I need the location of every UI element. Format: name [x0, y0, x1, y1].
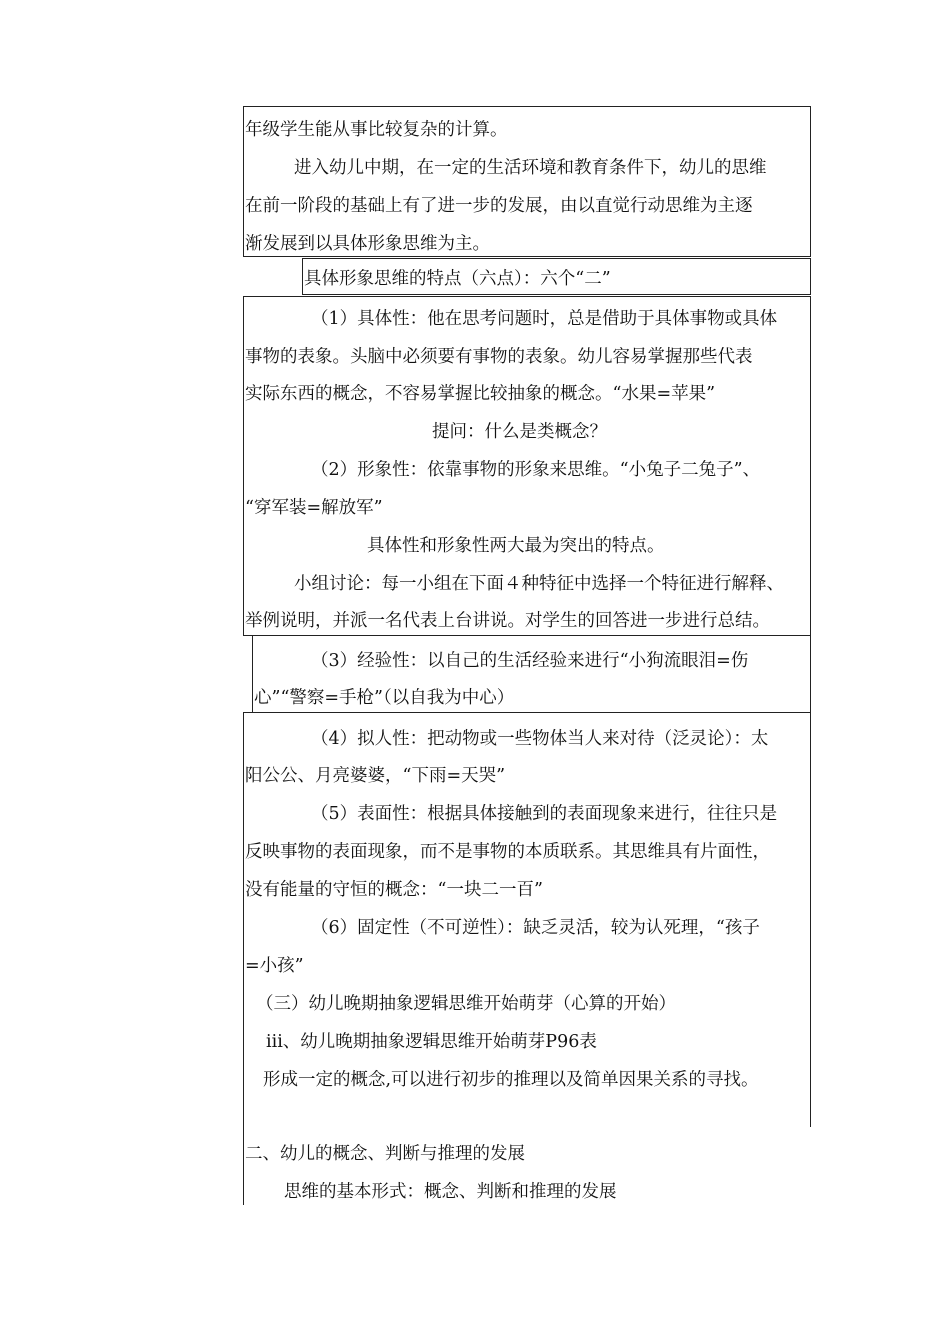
question-line: 提问：什么是类概念？ [432, 422, 607, 442]
text-line: 思维的基本形式：概念、判断和推理的发展 [284, 1182, 617, 1202]
text-line: iii、幼儿晚期抽象逻辑思维开始萌芽P96表 [266, 1032, 597, 1052]
text-line: （1）具体性：他在思考问题时，总是借助于具体事物或具体 [311, 309, 778, 329]
block-rest-left-border [243, 712, 244, 1205]
text-line: 举例说明，并派一名代表上台讲说。对学生的回答进一步进行总结。 [245, 611, 770, 631]
block-experience-left-border [252, 636, 253, 712]
text-line: （6）固定性（不可逆性）：缺乏灵活，较为认死理，“孩子 [311, 918, 760, 938]
text-line: 年级学生能从事比较复杂的计算。 [245, 120, 508, 140]
text-line: 没有能量的守恒的概念：“一块二一百” [245, 880, 543, 900]
section-title: 二、幼儿的概念、判断与推理的发展 [245, 1144, 525, 1164]
section-heading: 具体形象思维的特点（六点）：六个“二” [304, 269, 611, 289]
text-line: “穿军装=解放军” [245, 498, 383, 518]
subsection-heading: （三）幼儿晚期抽象逻辑思维开始萌芽（心算的开始） [256, 994, 676, 1014]
text-line: 事物的表象。头脑中必须要有事物的表象。幼儿容易掌握那些代表 [245, 347, 753, 367]
text-line: 在前一阶段的基础上有了进一步的发展，由以直觉行动思维为主逐 [245, 196, 753, 216]
text-line: 小组讨论：每一小组在下面４种特征中选择一个特征进行解释、 [294, 574, 784, 594]
text-line: 渐发展到以具体形象思维为主。 [245, 234, 490, 254]
text-line: 反映事物的表面现象，而不是事物的本质联系。其思维具有片面性， [245, 842, 770, 862]
block-experience-right-border [810, 636, 811, 712]
text-line: 实际东西的概念，不容易掌握比较抽象的概念。“水果=苹果” [245, 384, 716, 404]
text-line: （2）形象性：依靠事物的形象来思维。“小兔子二兔子”、 [311, 460, 761, 480]
text-line: （5）表面性：根据具体接触到的表面现象来进行，往往只是 [311, 804, 778, 824]
text-line: 形成一定的概念,可以进行初步的推理以及简单因果关系的寻找。 [263, 1070, 759, 1090]
text-line: （4）拟人性：把动物或一些物体当人来对待（泛灵论）：太 [311, 729, 769, 749]
block-rest-right-border [810, 712, 811, 1127]
text-line: 进入幼儿中期，在一定的生活环境和教育条件下，幼儿的思维 [294, 158, 767, 178]
text-line: =小孩” [245, 956, 304, 976]
text-line: 心”“警察=手枪”（以自我为中心） [254, 688, 515, 708]
text-line: （3）经验性：以自己的生活经验来进行“小狗流眼泪=伤 [311, 651, 749, 671]
text-line: 阳公公、月亮婆婆，“下雨=天哭” [245, 766, 506, 786]
block-experience-bottom-border [243, 712, 811, 713]
summary-line: 具体性和形象性两大最为突出的特点。 [367, 536, 665, 556]
